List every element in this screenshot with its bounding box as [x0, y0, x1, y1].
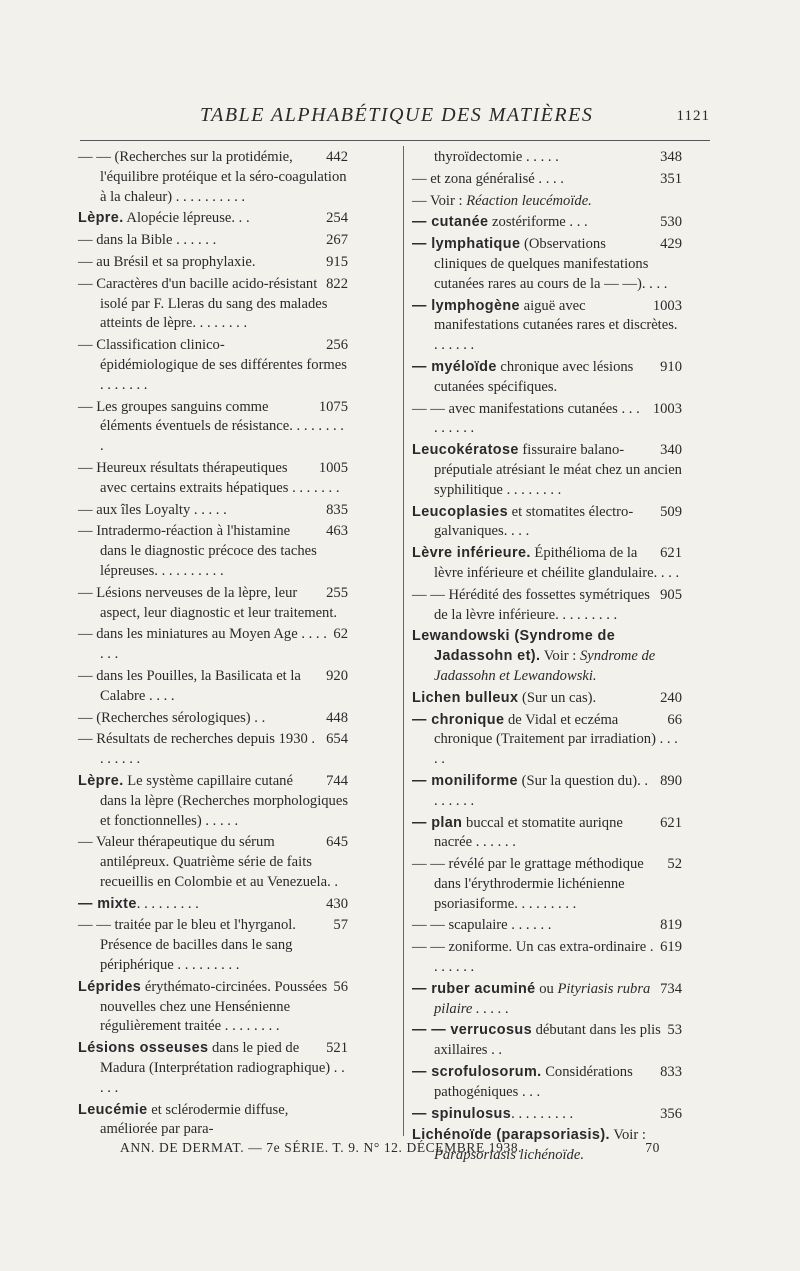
entry-crossref: Parapsoriasis lichénoïde.: [434, 1147, 584, 1164]
page-reference: 819: [660, 917, 682, 934]
entry-text: — Valeur thérapeutique du sérum antilépreux. Quatrième série de faits recueillis en Colombie et au Venezuela. .: [78, 834, 339, 890]
entry-text: débutant dans les plis axillaires . .: [434, 1022, 661, 1059]
entry-text: — Voir :: [412, 192, 467, 209]
entry-text: (Sur la question du). . . . . . . .: [434, 772, 649, 809]
page-reference: 256: [326, 337, 348, 354]
entry-heading: Lewandowski (Syndrome de Jadassohn et).: [412, 628, 616, 665]
entry-text: Alopécie lépreuse. . .: [123, 210, 250, 227]
page-reference: 905: [660, 586, 682, 603]
page-number: 1121: [676, 108, 710, 124]
entry-text: — Résultats de recherches depuis 1930 . . . . . . .: [78, 731, 316, 768]
entry-text: — dans la Bible . . . . . .: [78, 232, 217, 249]
entry-heading: Lèpre.: [78, 210, 124, 227]
index-entry: [78, 501, 348, 521]
index-entry: [412, 711, 682, 770]
entry-heading: Leucoplasies: [412, 503, 508, 520]
index-entry: [412, 1105, 682, 1125]
entry-text: — Lésions nerveuses de la lèpre, leur aspect, leur diagnostic et leur traitement.: [78, 584, 338, 621]
journal-reference: ANN. DE DERMAT. — 7e SÉRIE. T. 9. N° 12. DÉCEMBRE 1938.: [120, 1140, 523, 1155]
entry-text: de Vidal et eczéma chronique (Traitement par irradiation) . . . . .: [434, 711, 678, 768]
page-reference: 1003: [652, 297, 682, 314]
index-entry: [78, 459, 348, 499]
running-title: TABLE ALPHABÉTIQUE DES MATIÈRES: [200, 104, 594, 126]
index-entry: [412, 586, 682, 626]
page-reference: 1005: [318, 459, 348, 476]
index-entry: [78, 275, 348, 334]
index-entry: [412, 400, 682, 440]
entry-text: aiguë avec manifestations cutanées rares et discrètes. . . . . . .: [434, 297, 678, 354]
entry-text: — Heureux résultats thérapeutiques avec certains extraits hépatiques . . . . . . .: [78, 459, 340, 496]
index-entry: [78, 336, 348, 395]
entry-text: — dans les miniatures au Moyen Age . . . . . . .: [78, 626, 327, 663]
entry-heading: — moniliforme: [412, 772, 518, 789]
entry-text: et sclérodermie diffuse, améliorée par para-: [100, 1101, 289, 1138]
entry-heading: — scrofulosorum.: [412, 1064, 542, 1081]
page-reference: 267: [326, 232, 348, 249]
page-reference: 509: [660, 503, 682, 520]
page-reference: 57: [333, 917, 348, 934]
entry-heading: — ruber acuminé: [412, 980, 536, 997]
entry-text: Le système capillaire cutané dans la lèpre (Recherches morphologiques et fonctionnelles) . . . . .: [100, 772, 349, 829]
entry-text: — — Hérédité des fossettes symétriques de la lèvre inférieure. . . . . . . . .: [412, 586, 650, 623]
page-reference: 744: [326, 772, 348, 789]
index-entry: [412, 1021, 682, 1061]
index-entry: [78, 398, 348, 457]
index-entry: [78, 253, 348, 273]
index-entry: [78, 667, 348, 707]
index-entry: [412, 1063, 682, 1103]
page-reference: 915: [326, 253, 348, 270]
page-reference: 448: [326, 709, 348, 726]
entry-text: thyroïdectomie . . . . .: [434, 149, 559, 165]
page-reference: 521: [326, 1040, 348, 1057]
entry-text: Épithélioma de la lèvre inférieure et chéilite glandulaire. . . .: [434, 545, 680, 581]
sheet-number: 70: [645, 1140, 660, 1155]
left-column: [78, 148, 348, 1142]
index-entry: [412, 148, 682, 168]
page-reference: 52: [667, 856, 682, 873]
page-footer: [120, 1140, 660, 1156]
index-entry: [412, 297, 682, 356]
entry-text: — — scapulaire . . . . . .: [412, 917, 552, 934]
entry-text: . . . . . . . . .: [136, 895, 199, 912]
page-reference: 1003: [652, 400, 682, 417]
entry-crossref: Syndrome de Jadassohn et Lewandowski.: [434, 648, 656, 684]
entry-heading: — mixte: [78, 895, 137, 912]
index-entry: [78, 1101, 348, 1141]
entry-heading: — lymphatique: [412, 236, 521, 253]
page-reference: 822: [326, 275, 348, 292]
entry-text: — Classification clinico-épidémiologique de ses différentes formes . . . . . . .: [78, 337, 347, 393]
page-reference: 621: [660, 814, 682, 831]
index-entry: [412, 855, 682, 914]
entry-text: dans le pied de Madura (Interprétation radiographique) . . . . .: [100, 1040, 345, 1096]
entry-crossref: Pityriasis rubra pilaire . . . . .: [434, 980, 651, 1017]
entry-heading: Lésions osseuses: [78, 1040, 209, 1057]
page-reference: 910: [660, 358, 682, 375]
index-entry: [78, 895, 348, 915]
entry-text: ou: [535, 980, 558, 997]
page-reference: 62: [333, 626, 348, 643]
entry-heading: — lymphogène: [412, 297, 520, 314]
entry-text: et stomatites électro-galvaniques. . . .: [434, 503, 634, 540]
right-column: [412, 148, 682, 1168]
page-reference: 66: [667, 711, 682, 728]
index-entry: [412, 170, 682, 190]
entry-text: Voir :: [540, 648, 580, 665]
page-reference: 340: [660, 442, 682, 459]
page-reference: 833: [660, 1064, 682, 1081]
index-entry: [78, 625, 348, 665]
index-entry: [412, 544, 682, 584]
index-entry: [78, 978, 348, 1037]
index-entry: [78, 709, 348, 729]
index-entry: [78, 148, 348, 207]
page-reference: 348: [660, 149, 682, 165]
page-reference: 356: [660, 1105, 682, 1122]
entry-text: — dans les Pouilles, la Basilicata et la Calabre . . . .: [78, 667, 301, 704]
index-entry: [78, 730, 348, 770]
page-reference: 835: [326, 501, 348, 518]
index-entry: [412, 772, 682, 812]
page-reference: 645: [326, 834, 348, 851]
page-reference: 734: [660, 980, 682, 997]
entry-text: chronique avec lésions cutanées spécifiques.: [434, 358, 634, 395]
entry-text: Considérations pathogéniques . . .: [434, 1064, 633, 1100]
entry-heading: Leucokératose: [412, 442, 519, 459]
index-entry: [412, 235, 682, 294]
page-reference: 53: [667, 1022, 682, 1039]
index-entry: [412, 213, 682, 233]
index-entry: [412, 938, 682, 978]
entry-text: — — révélé par le grattage méthodique dans l'érythrodermie lichénienne psoriasiforme. . . . . . . . .: [412, 856, 644, 912]
index-entry: [78, 522, 348, 581]
entry-heading: — cutanée: [412, 214, 489, 231]
page-reference: 56: [333, 978, 348, 995]
entry-text: Voir :: [609, 1127, 646, 1144]
page-reference: 619: [660, 939, 682, 956]
index-entry: [412, 916, 682, 936]
entry-heading: Léprides: [78, 978, 142, 995]
entry-text: — Caractères d'un bacille acido-résistant isolé par F. Lleras du sang des malades atteints de lèpre. . . . . . . .: [78, 275, 328, 332]
entry-heading: — chronique: [412, 711, 505, 728]
index-entry: [78, 209, 348, 229]
entry-text: fissuraire balano-préputiale atrésiant le méat chez un ancien syphilitique . . . . . . . .: [434, 442, 682, 498]
entry-heading: Lèpre.: [78, 772, 124, 789]
entry-text: — au Brésil et sa prophylaxie.: [78, 253, 256, 270]
entry-text: — — (Recherches sur la protidémie, l'équilibre protéique et la séro-coagulation à la chaleur) . . . . . . . . . .: [78, 149, 347, 205]
index-entry: [412, 358, 682, 398]
entry-text: buccal et stomatite auriqne nacrée . . . . . .: [434, 814, 623, 851]
page-reference: 429: [660, 236, 682, 253]
index-entry: [412, 192, 682, 212]
entry-heading: Lèvre inférieure.: [412, 545, 531, 562]
page-reference: 890: [660, 772, 682, 789]
index-entry: [412, 627, 682, 686]
entry-text: . . . . . . . . .: [511, 1105, 574, 1122]
entry-heading: Lichénoïde (parapsoriasis).: [412, 1127, 610, 1144]
index-entry: [78, 772, 348, 831]
page-reference: 920: [326, 667, 348, 684]
entry-heading: — — verrucosus: [412, 1022, 532, 1039]
page-reference: 1075: [318, 398, 348, 415]
page-reference: 621: [660, 545, 682, 562]
entry-heading: — spinulosus: [412, 1105, 512, 1122]
index-entry: [78, 833, 348, 892]
entry-text: (Sur un cas).: [518, 689, 597, 706]
page-reference: 430: [326, 895, 348, 912]
entry-text: — et zona généralisé . . . .: [412, 170, 564, 187]
entry-crossref: Réaction leucémoïde.: [466, 192, 592, 209]
entry-text: — — traitée par le bleu et l'hyrganol. Présence de bacilles dans le sang périphérique . . . . . . . . .: [78, 917, 296, 974]
entry-heading: Leucémie: [78, 1101, 148, 1118]
entry-text: — (Recherches sérologiques) . .: [78, 709, 266, 726]
entry-text: zostériforme . . .: [488, 214, 588, 231]
page-reference: 255: [326, 584, 348, 601]
page-reference: 530: [660, 214, 682, 231]
page-reference: 463: [326, 523, 348, 540]
index-entry: [78, 916, 348, 975]
index-entry: [412, 689, 682, 709]
index-entry: [412, 503, 682, 543]
entry-heading: Lichen bulleux: [412, 689, 519, 706]
index-entry: [78, 584, 348, 624]
entry-text: — Les groupes sanguins comme éléments éventuels de résistance. . . . . . . . .: [78, 398, 344, 455]
index-entry: [412, 980, 682, 1020]
page-reference: 254: [326, 210, 348, 227]
column-divider: [403, 146, 404, 1136]
index-entry: [412, 814, 682, 854]
entry-heading: — plan: [412, 814, 463, 831]
page-header: [80, 104, 710, 132]
page-reference: 442: [326, 149, 348, 165]
header-rule: [80, 140, 710, 141]
page-reference: 240: [660, 689, 682, 706]
index-entry: [78, 231, 348, 251]
entry-text: (Observations cliniques de quelques manifestations cutanées rares au cours de la — —). . . .: [434, 236, 668, 292]
index-entry: [78, 1039, 348, 1098]
entry-text: — Intradermo-réaction à l'histamine dans le diagnostic précoce des taches lépreuses. . . . . . . . . .: [78, 523, 317, 579]
entry-heading: — myéloïde: [412, 358, 497, 375]
entry-text: — — zoniforme. Un cas extra-ordinaire . . . . . . .: [412, 939, 654, 976]
entry-text: érythémato-circinées. Poussées nouvelles chez une Hensénienne régulièrement traitée . . . . . . . .: [100, 978, 328, 1035]
page-reference: 654: [326, 731, 348, 748]
index-entry: [412, 441, 682, 500]
page-reference: 351: [660, 170, 682, 187]
entry-text: — aux îles Loyalty . . . . .: [78, 501, 227, 518]
entry-text: — — avec manifestations cutanées . . . . . . . . .: [412, 400, 640, 437]
